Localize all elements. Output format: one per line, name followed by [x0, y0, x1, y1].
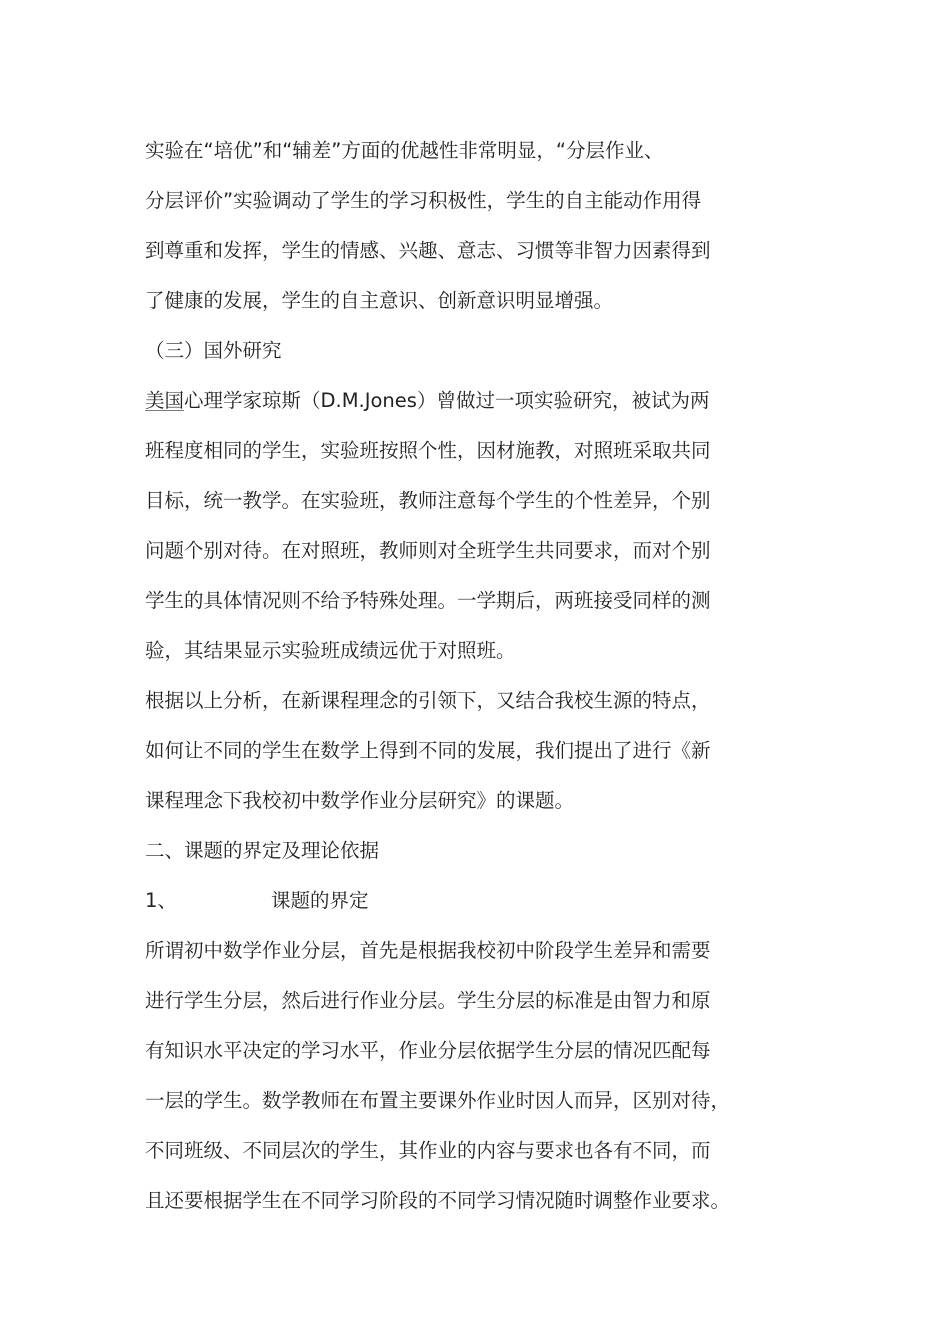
text-line: 课程理念下我校初中数学作业分层研究》的课题。 — [145, 789, 575, 812]
text-line: 到尊重和发挥，学生的情感、兴趣、意志、习惯等非智力因素得到 — [145, 239, 711, 262]
paragraph-experiment-results — [145, 126, 815, 326]
text-line: 根据以上分析，在新课程理念的引领下，又结合我校生源的特点， — [145, 689, 711, 712]
list-line — [145, 876, 815, 926]
list-item-definition — [145, 876, 815, 926]
text-line: 班程度相同的学生，实验班按照个性，因材施教，对照班采取共同 — [145, 439, 711, 462]
heading-text: 二、课题的界定及理论依据 — [145, 839, 380, 862]
text-line: 分层评价”实验调动了学生的学习积极性，学生的自主能动作用得 — [145, 189, 702, 212]
document-body — [145, 126, 815, 1226]
paragraph-research-topic — [145, 676, 815, 826]
heading-text: （三）国外研究 — [145, 339, 282, 362]
text-line: 了健康的发展，学生的自主意识、创新意识明显增强。 — [145, 289, 614, 312]
paragraph-layered-homework — [145, 926, 815, 1226]
list-text: 课题的界定 — [271, 889, 369, 912]
text-line: 且还要根据学生在不同学习阶段的不同学习情况随时调整作业要求。 — [145, 1189, 731, 1212]
text-line: 所谓初中数学作业分层，首先是根据我校初中阶段学生差异和需要 — [145, 939, 711, 962]
text-fragment: 心理学家琼斯（D.M.Jones）曾做过一项实验研究，被试为两 — [184, 389, 710, 412]
text-line: 不同班级、不同层次的学生，其作业的内容与要求也各有不同，而 — [145, 1139, 711, 1162]
text-line: 有知识水平决定的学习水平，作业分层依据学生分层的情况匹配每 — [145, 1039, 711, 1062]
text-line: 问题个别对待。在对照班，教师则对全班学生共同要求，而对个别 — [145, 539, 711, 562]
text-line: 验，其结果显示实验班成绩远优于对照班。 — [145, 639, 516, 662]
text-line: 实验在“培优”和“辅差”方面的优越性非常明显，“分层作业、 — [145, 139, 664, 162]
text-line: 如何让不同的学生在数学上得到不同的发展，我们提出了进行《新 — [145, 739, 711, 762]
paragraph-jones-study — [145, 376, 815, 676]
text-line: 目标，统一教学。在实验班，教师注意每个学生的个性差异，个别 — [145, 489, 711, 512]
hyperlink-usa[interactable]: 美国 — [145, 389, 185, 412]
heading-section-two — [145, 826, 815, 876]
text-line: 学生的具体情况则不给予特殊处理。一学期后，两班接受同样的测 — [145, 589, 711, 612]
text-line: 进行学生分层，然后进行作业分层。学生分层的标准是由智力和原 — [145, 989, 711, 1012]
text-line: 一层的学生。数学教师在布置主要课外作业时因人而异，区别对待， — [145, 1089, 731, 1112]
text-line — [145, 376, 815, 426]
heading-foreign-research — [145, 326, 815, 376]
list-number: 1、 — [145, 889, 177, 912]
